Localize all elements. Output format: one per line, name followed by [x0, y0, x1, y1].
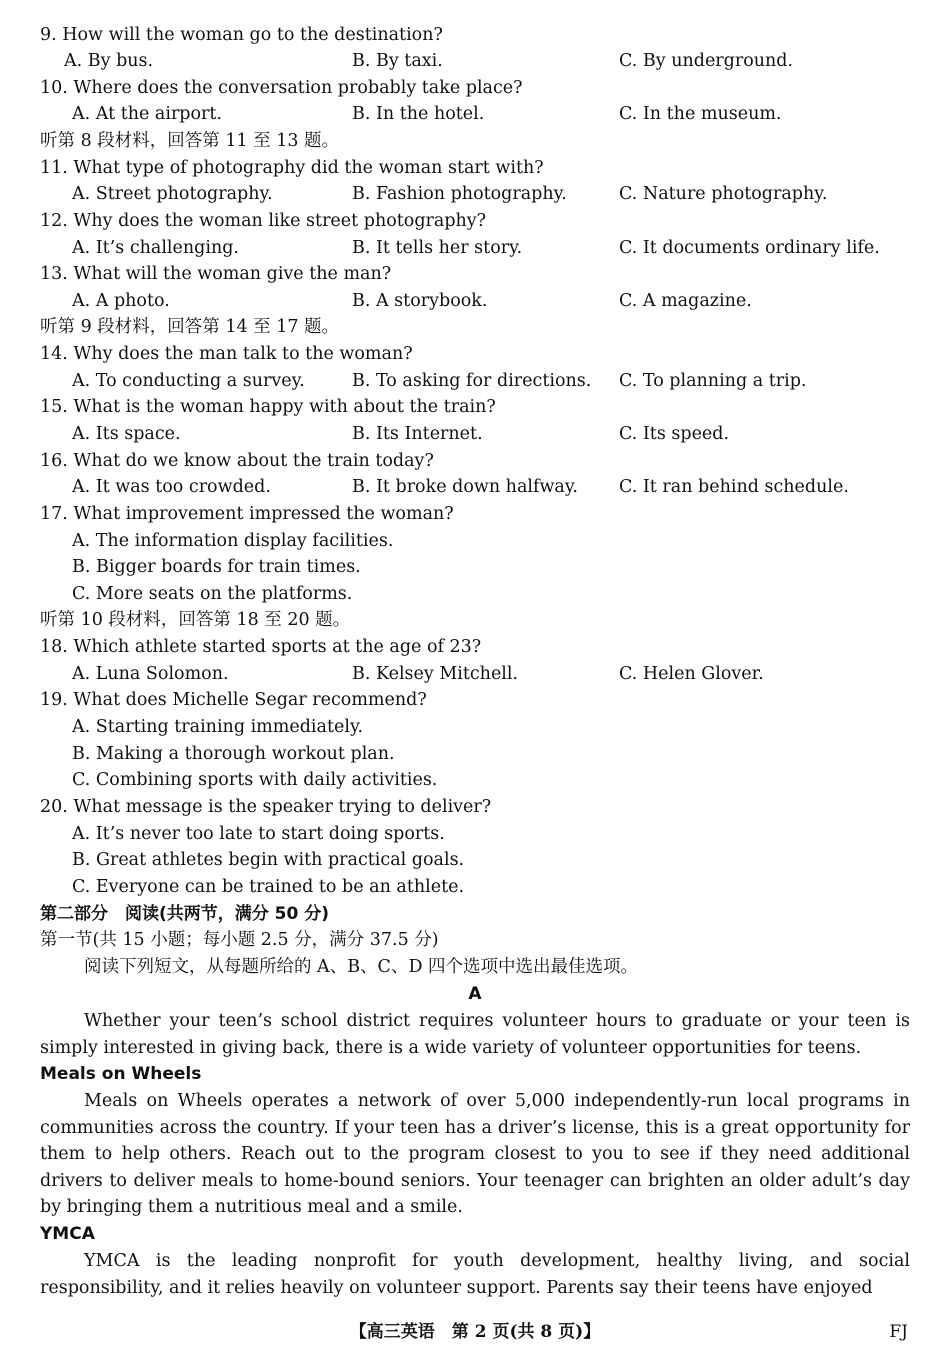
heading-ymca: YMCA [40, 1224, 95, 1244]
option-b: B. Making a thorough workout plan. [72, 744, 395, 764]
option-c: C. Combining sports with daily activities. [72, 770, 438, 790]
heading-meals-on-wheels: Meals on Wheels [40, 1064, 202, 1084]
question-20: 20. What message is the speaker trying to deliver? [40, 797, 492, 817]
option-b: B. In the hotel. [352, 104, 485, 124]
option-b: B. To asking for directions. [352, 371, 592, 391]
option-c: C. In the museum. [619, 104, 782, 124]
instruction-part8: 听第 8 段材料，回答第 11 至 13 题。 [40, 131, 340, 151]
option-b: B. Kelsey Mitchell. [352, 664, 519, 684]
question-15: 15. What is the woman happy with about the train? [40, 397, 496, 417]
passage-intro: Whether your teen’s school district requires volunteer hours to graduate or your teen is simply interested in giving back, there is a wide variety of volunteer opportunities for teens. [40, 1011, 910, 1058]
option-b: B. A storybook. [352, 291, 488, 311]
option-c: C. Everyone can be trained to be an athlete. [72, 877, 465, 897]
directions: 阅读下列短文，从每题所给的 A、B、C、D 四个选项中选出最佳选项。 [84, 957, 639, 977]
option-a: A. Luna Solomon. [72, 664, 229, 684]
question-10: 10. Where does the conversation probably take place? [40, 78, 523, 98]
option-a: A. To conducting a survey. [72, 371, 305, 391]
passage-label: A [468, 984, 482, 1004]
option-b: B. Fashion photography. [352, 184, 567, 204]
option-c: C. Helen Glover. [619, 664, 764, 684]
question-13: 13. What will the woman give the man? [40, 264, 392, 284]
footer-page-label: 【高三英语 第 2 页(共 8 页)】 [349, 1322, 601, 1342]
option-b: B. Bigger boards for train times. [72, 557, 361, 577]
section-title: 第一节(共 15 小题；每小题 2.5 分，满分 37.5 分) [40, 930, 439, 950]
question-12: 12. Why does the woman like street photography? [40, 211, 487, 231]
option-b: B. It tells her story. [352, 238, 523, 258]
option-a: A. It’s challenging. [72, 238, 239, 258]
question-18: 18. Which athlete started sports at the age of 23? [40, 637, 482, 657]
option-c: C. A magazine. [619, 291, 752, 311]
question-17: 17. What improvement impressed the woman? [40, 504, 454, 524]
option-c: C. Its speed. [619, 424, 730, 444]
option-b: B. Its Internet. [352, 424, 483, 444]
option-c: C. Nature photography. [619, 184, 828, 204]
part-title: 第二部分 阅读(共两节，满分 50 分) [40, 904, 330, 924]
question-14: 14. Why does the man talk to the woman? [40, 344, 413, 364]
question-9: 9. How will the woman go to the destination? [40, 25, 443, 45]
option-a: A. By bus. [64, 51, 154, 71]
option-c: C. By underground. [619, 51, 794, 71]
instruction-part9: 听第 9 段材料，回答第 14 至 17 题。 [40, 317, 340, 337]
page-footer [0, 1318, 950, 1346]
option-c: C. It documents ordinary life. [619, 238, 880, 258]
option-a: A. It’s never too late to start doing sports. [72, 824, 445, 844]
option-a: A. At the airport. [72, 104, 223, 124]
option-a: A. Starting training immediately. [72, 717, 364, 737]
paragraph-meals-on-wheels: Meals on Wheels operates a network of over 5,000 independently-run local programs in communities across the country. If your teen has a driver’s license, this is a great opportunity for them to help others. Reach out to the program closest to you to see if they need additional drivers to deliver meals to home-bound seniors. Your teenager can brighten an older adult’s day by bringing them a nutritious meal and a smile. [40, 1091, 910, 1218]
option-a: A. Its space. [72, 424, 181, 444]
paragraph-ymca: YMCA is the leading nonprofit for youth development, healthy living, and social responsibility, and it relies heavily on volunteer support. Parents say their teens have enjoyed [40, 1251, 910, 1298]
option-b: B. Great athletes begin with practical goals. [72, 850, 465, 870]
option-b: B. It broke down halfway. [352, 477, 578, 497]
instruction-part10: 听第 10 段材料，回答第 18 至 20 题。 [40, 610, 351, 630]
option-a: A. Street photography. [72, 184, 273, 204]
option-a: A. The information display facilities. [72, 531, 394, 551]
option-b: B. By taxi. [352, 51, 443, 71]
option-a: A. It was too crowded. [72, 477, 271, 497]
question-19: 19. What does Michelle Segar recommend? [40, 690, 427, 710]
option-a: A. A photo. [72, 291, 170, 311]
question-11: 11. What type of photography did the woman start with? [40, 158, 544, 178]
question-16: 16. What do we know about the train today? [40, 451, 434, 471]
option-c: C. To planning a trip. [619, 371, 807, 391]
option-c: C. It ran behind schedule. [619, 477, 849, 497]
option-c: C. More seats on the platforms. [72, 584, 353, 604]
footer-code: FJ [889, 1322, 908, 1342]
